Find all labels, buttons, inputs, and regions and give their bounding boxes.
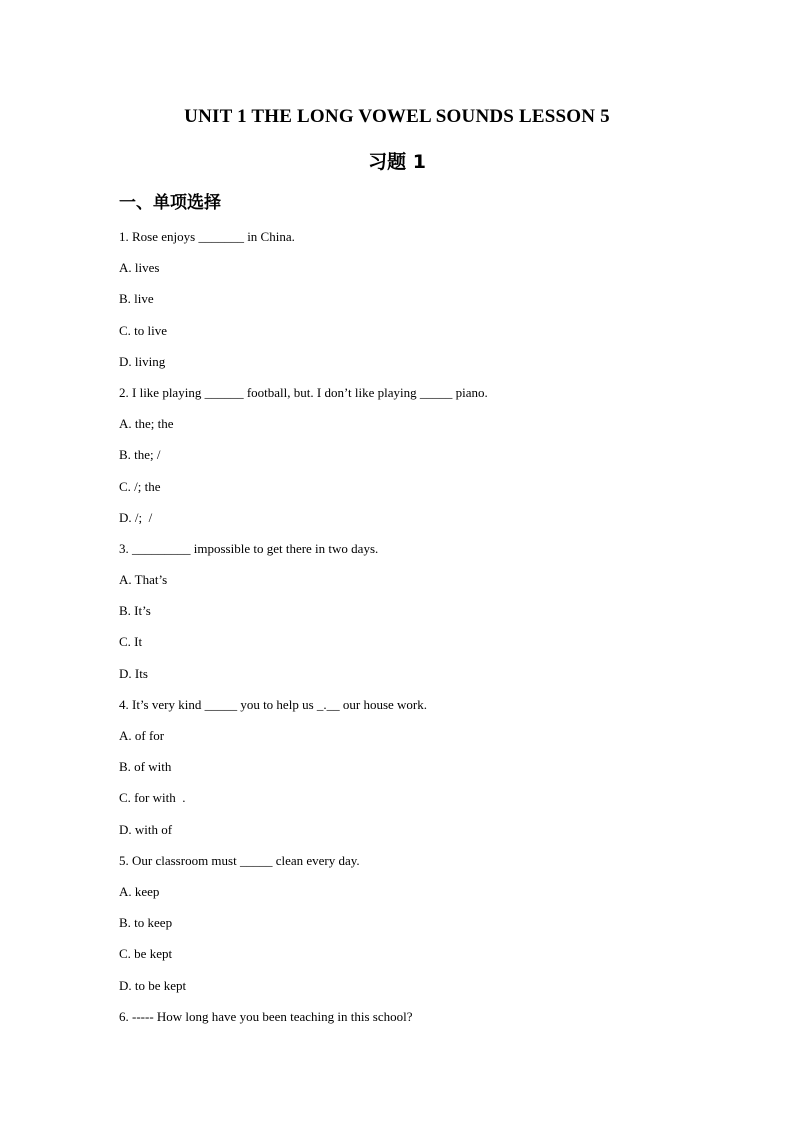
option-a: A. the; the: [119, 416, 174, 432]
option-c: C. be kept: [119, 946, 173, 962]
option-b: B. live: [119, 291, 154, 307]
option-d: D. living: [119, 353, 166, 369]
question-stem: 5. Our classroom must _____ clean every day.: [119, 852, 360, 868]
question-stem: 1. Rose enjoys _______ in China.: [119, 229, 295, 244]
option-c: C. to live: [119, 322, 168, 338]
option-a: A. That’s: [119, 572, 168, 588]
option-b: B. It’s: [119, 603, 151, 619]
question-list: [119, 227, 679, 1038]
question-stem: 2. I like playing ______ football, but. I don’t like playing _____ piano.: [119, 384, 488, 400]
option-d: D. /; /: [119, 509, 153, 525]
option-a: A. of for: [119, 728, 165, 743]
option-d: D. to be kept: [119, 977, 187, 993]
section-heading: 一、单项选择: [119, 193, 221, 213]
document-title: UNIT 1 THE LONG VOWEL SOUNDS LESSON 5: [184, 106, 610, 127]
option-a: A. keep: [119, 883, 160, 899]
document-subtitle: 习题 1: [368, 151, 426, 173]
question-stem: 4. It’s very kind _____ you to help us _.__ our house work.: [119, 696, 428, 712]
option-d: D. Its: [119, 665, 148, 681]
question-stem: 6. ----- How long have you been teaching in this school?: [119, 1008, 413, 1024]
option-c: C. for with .: [119, 790, 186, 806]
option-b: B. the; /: [119, 447, 161, 463]
option-a: A. lives: [119, 260, 160, 276]
option-c: C. It: [119, 634, 143, 650]
option-c: C. /; the: [119, 478, 161, 494]
question-stem: 3. _________ impossible to get there in two days.: [119, 540, 379, 556]
option-b: B. to keep: [119, 915, 173, 931]
option-d: D. with of: [119, 821, 173, 837]
option-b: B. of with: [119, 759, 172, 775]
